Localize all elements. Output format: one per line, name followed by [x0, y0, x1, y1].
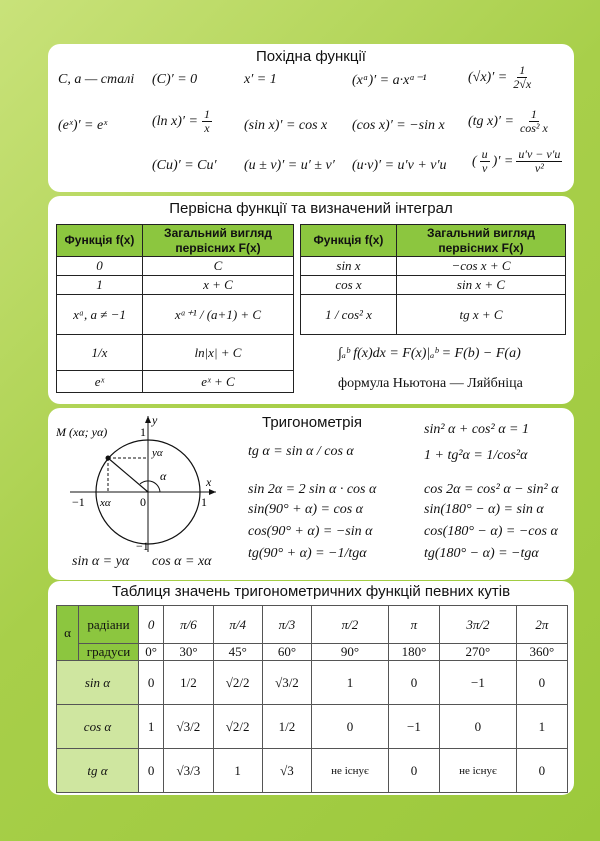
y-label: y — [152, 413, 158, 427]
radian-cell: 2π — [516, 606, 567, 644]
value-cell: 0 — [139, 661, 164, 705]
newton-leibniz-formula: ∫ₐᵇ f(x)dx = F(x)|ₐᵇ = F(b) − F(a) — [338, 346, 521, 361]
formula-cos: (cos x)′ = −sin x — [352, 118, 445, 133]
trig-identity: cos 2α = cos² α − sin² α — [424, 482, 559, 497]
alpha-header: α — [57, 606, 79, 661]
table-cell: eˣ + C — [143, 371, 294, 393]
formula-ln-lhs: (ln x)′ = — [152, 113, 198, 129]
table-cell: cos x — [301, 276, 397, 295]
trig-identity: tg(180° − α) = −tgα — [424, 546, 539, 561]
trig-identity: sin(180° − α) = sin α — [424, 502, 544, 517]
value-cell: 0 — [312, 705, 389, 749]
ya-label: yα — [152, 447, 163, 459]
quot-rhs-den: v² — [534, 161, 544, 176]
table-cell: xᵃ⁺¹ / (a+1) + C — [143, 295, 294, 335]
radius-line — [108, 458, 148, 492]
value-cell: не існує — [440, 749, 517, 793]
table-cell: x + C — [143, 276, 294, 295]
degree-cell: 270° — [440, 644, 517, 661]
point-m — [106, 456, 111, 461]
y-axis-arrow — [145, 416, 151, 423]
origin-label: 0 — [140, 495, 146, 509]
trig-card — [48, 408, 574, 580]
formula-quotient: ( $\frac{u}{v}$ )′ = $\frac{u'v - v'u}{\text{v²}}$ — [472, 147, 561, 176]
table-cell: xᵃ, a ≠ −1 — [57, 295, 143, 335]
degrees-header: градуси — [79, 644, 139, 661]
formula-power: (xᵃ)′ = a·xᵃ⁻¹ — [352, 73, 427, 88]
values-card — [48, 581, 574, 795]
value-cell: 0 — [388, 749, 439, 793]
radian-cell: π/4 — [213, 606, 262, 644]
alpha-label: α — [160, 469, 167, 483]
degree-cell: 60° — [262, 644, 311, 661]
quot-lhs-den: v — [482, 161, 488, 176]
formula-tg-lhs: (tg x)′ = — [468, 113, 514, 129]
quot-lhs-num: u — [481, 147, 488, 161]
value-cell: 1 — [213, 749, 262, 793]
value-cell: 0 — [440, 705, 517, 749]
cos-row-header: cos α — [57, 705, 139, 749]
header-function: Функція f(x) — [301, 225, 397, 257]
table-cell: tg x + C — [397, 295, 566, 335]
formula-cu: (Cu)′ = Cu′ — [152, 158, 217, 173]
trig-formula: tg(90° + α) = −1/tgα — [248, 546, 367, 561]
value-cell: √3/3 — [164, 749, 213, 793]
formula-sqrt — [468, 64, 533, 91]
degree-cell: 90° — [312, 644, 389, 661]
value-cell: не існує — [312, 749, 389, 793]
trig-title: Тригонометрія — [262, 414, 362, 431]
cos-definition: cos α = xα — [152, 554, 212, 569]
header-general: Загальний вигляд первісних F(x) — [143, 225, 294, 257]
derivative-card — [48, 44, 574, 192]
values-title: Таблиця значень тригонометричних функцій певних кутів — [111, 583, 511, 600]
formula-ln — [152, 108, 212, 135]
value-cell: 1 — [516, 705, 567, 749]
one-right-label: 1 — [201, 495, 207, 509]
derivative-title: Похідна функції — [256, 48, 366, 65]
minus-one-left-label: −1 — [72, 495, 85, 509]
value-cell: −1 — [388, 705, 439, 749]
antiderivative-title: Первісна функції та визначений інтеграл — [169, 200, 453, 217]
sqrt-den: 2√x — [513, 77, 532, 92]
trig-formula: sin(90° + α) = cos α — [248, 502, 364, 517]
header-function: Функція f(x) — [57, 225, 143, 257]
formula-sin: (sin x)′ = cos x — [244, 118, 328, 133]
table-cell: −cos x + C — [397, 257, 566, 276]
value-cell: 0 — [516, 661, 567, 705]
degree-cell: 360° — [516, 644, 567, 661]
value-cell: −1 — [440, 661, 517, 705]
table-cell: eˣ — [57, 371, 143, 393]
formula-sqrt-lhs: (√x)′ = — [468, 69, 508, 85]
value-cell: √3/2 — [164, 705, 213, 749]
formula-const: (C)′ = 0 — [152, 72, 198, 87]
trig-formula: cos(90° + α) = −sin α — [248, 524, 373, 539]
one-top-label: 1 — [140, 425, 146, 439]
degree-cell: 30° — [164, 644, 213, 661]
minus-one-bottom-label: −1 — [136, 539, 149, 553]
value-cell: √2/2 — [213, 705, 262, 749]
antiderivative-table-right — [300, 224, 566, 335]
degree-cell: 0° — [139, 644, 164, 661]
radian-cell: π/6 — [164, 606, 213, 644]
table-cell: 1 / cos² x — [301, 295, 397, 335]
formula-product: (u·v)′ = u′v + v′u — [352, 158, 447, 173]
unit-circle-diagram — [56, 412, 226, 554]
quot-rhs-num: u′v − v′u — [518, 147, 561, 161]
ln-den: x — [204, 121, 210, 136]
xa-label: xα — [100, 497, 111, 509]
value-cell: √2/2 — [213, 661, 262, 705]
degree-cell: 180° — [388, 644, 439, 661]
constants-note: C, a — сталі — [58, 72, 135, 87]
antiderivative-card — [48, 196, 574, 404]
tg-row-header: tg α — [57, 749, 139, 793]
radian-cell: 0 — [139, 606, 164, 644]
value-cell: 0 — [388, 661, 439, 705]
antiderivative-table-left — [56, 224, 294, 393]
tg-den: cos² x — [519, 121, 548, 136]
trig-formula: sin 2α = 2 sin α · cos α — [248, 482, 377, 497]
ln-num: 1 — [203, 107, 210, 121]
trig-identity: cos(180° − α) = −cos α — [424, 524, 558, 539]
degree-cell: 45° — [213, 644, 262, 661]
table-cell: 1 — [57, 276, 143, 295]
tg-num: 1 — [530, 107, 537, 121]
formula-exp: (eˣ)′ = eˣ — [58, 118, 108, 133]
sqrt-num: 1 — [519, 63, 526, 77]
table-cell: 1/x — [57, 335, 143, 371]
values-table — [56, 605, 568, 793]
value-cell: 1 — [139, 705, 164, 749]
formula-sum: (u ± v)′ = u′ ± v′ — [244, 158, 335, 173]
table-cell: ln|x| + C — [143, 335, 294, 371]
point-label: M (xα; yα) — [56, 425, 108, 439]
trig-formula: tg α = sin α / cos α — [248, 444, 354, 459]
table-cell: C — [143, 257, 294, 276]
x-axis-arrow — [209, 489, 216, 495]
angle-arc — [140, 481, 160, 492]
sin-row-header: sin α — [57, 661, 139, 705]
radian-cell: π/2 — [312, 606, 389, 644]
value-cell: 0 — [139, 749, 164, 793]
radians-header: радіани — [79, 606, 139, 644]
sin-definition: sin α = yα — [72, 554, 130, 569]
formula-x: x′ = 1 — [244, 72, 277, 87]
value-cell: √3 — [262, 749, 311, 793]
newton-leibniz-caption: формула Ньютона — Ляйбніца — [338, 376, 523, 391]
header-general: Загальний вигляд первісних F(x) — [397, 225, 566, 257]
value-cell: 1/2 — [262, 705, 311, 749]
formula-tg — [468, 108, 550, 135]
table-cell: 0 — [57, 257, 143, 276]
x-label: x — [206, 475, 212, 489]
radian-cell: π/3 — [262, 606, 311, 644]
trig-identity: sin² α + cos² α = 1 — [424, 422, 529, 437]
radian-cell: π — [388, 606, 439, 644]
table-cell: sin x — [301, 257, 397, 276]
value-cell: 1/2 — [164, 661, 213, 705]
value-cell: 0 — [516, 749, 567, 793]
radian-cell: 3π/2 — [440, 606, 517, 644]
trig-identity: 1 + tg²α = 1/cos²α — [424, 448, 528, 463]
value-cell: 1 — [312, 661, 389, 705]
value-cell: √3/2 — [262, 661, 311, 705]
table-cell: sin x + C — [397, 276, 566, 295]
